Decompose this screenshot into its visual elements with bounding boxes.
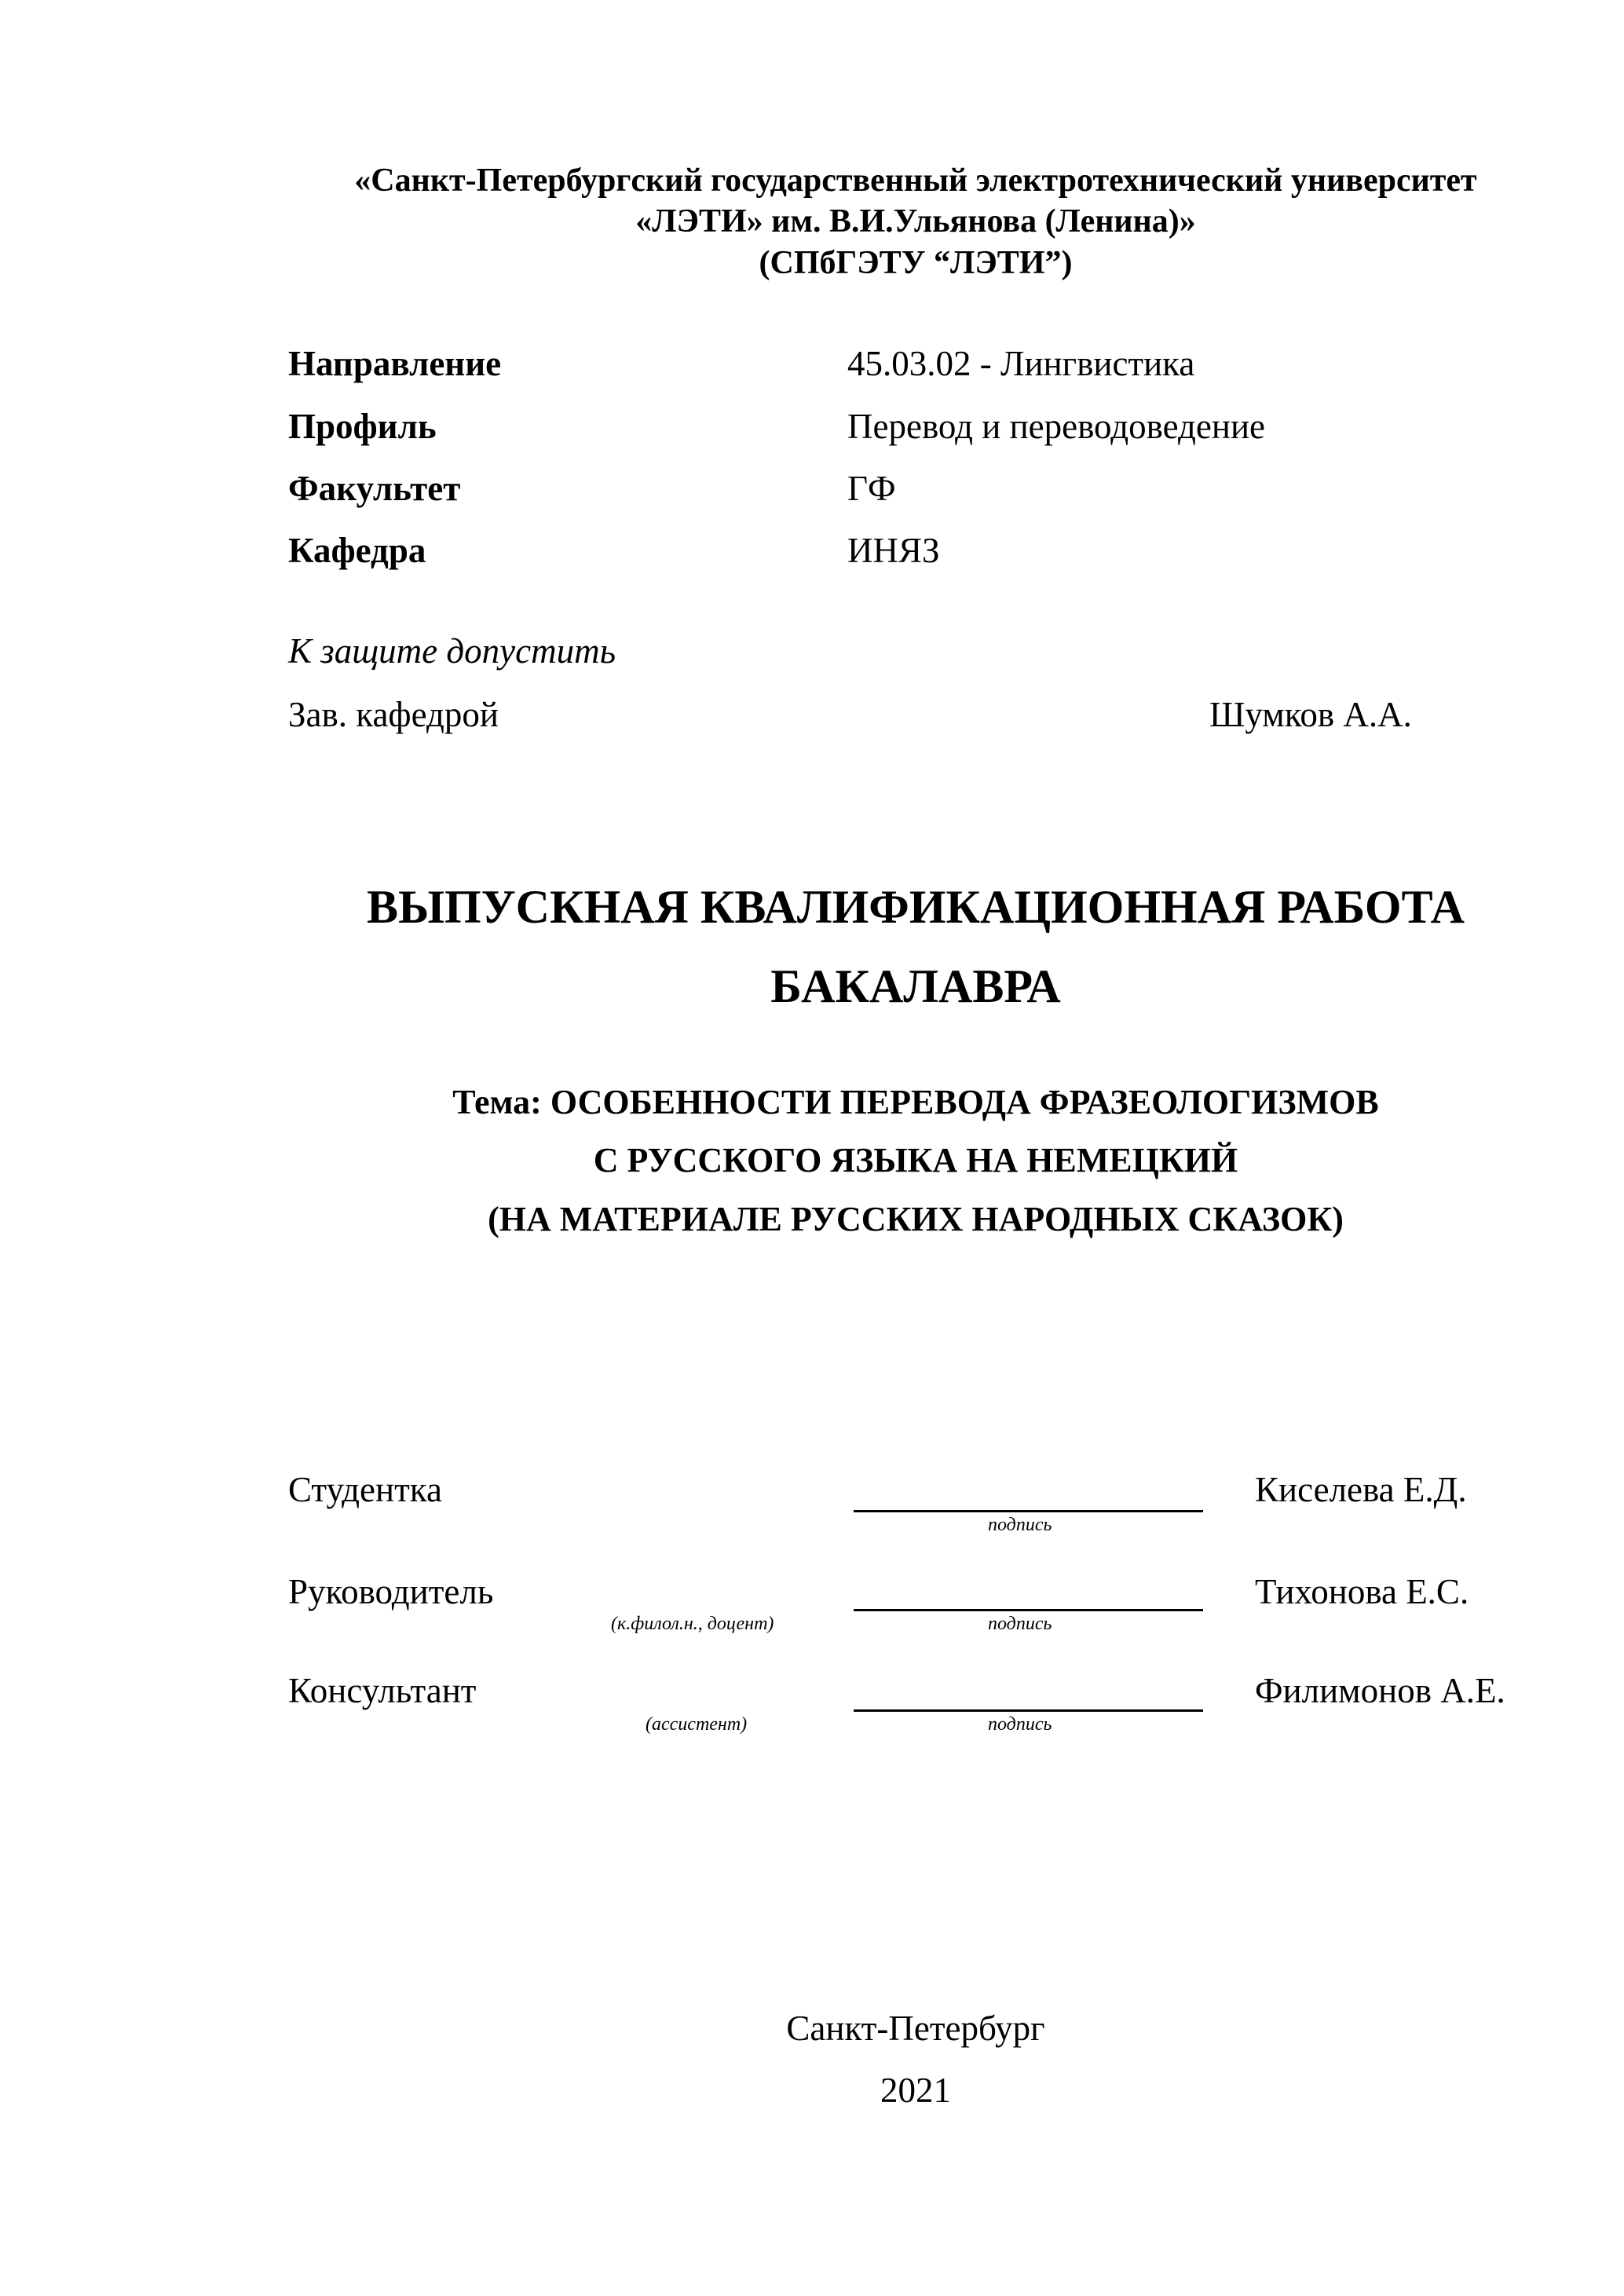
- signature-role-student: Студентка: [288, 1470, 442, 1509]
- header-line-1: «Санкт-Петербургский государственный электротехнический университет: [354, 163, 1477, 199]
- header-line-3: (СПбГЭТУ “ЛЭТИ”): [759, 245, 1073, 281]
- approval-note: К защите допустить: [288, 631, 616, 671]
- signature-qualification-supervisor: (к.филол.н., доцент): [611, 1614, 774, 1634]
- footer-city: Санкт-Петербург: [786, 2009, 1045, 2048]
- signature-name-student: Киселева Е.Д.: [1255, 1470, 1467, 1509]
- footer-year: 2021: [880, 2071, 951, 2110]
- approval-role: Зав. кафедрой: [288, 695, 499, 734]
- theme-line-3: (НА МАТЕРИАЛЕ РУССКИХ НАРОДНЫХ СКАЗОК): [488, 1200, 1344, 1238]
- info-label-profile: Профиль: [288, 407, 437, 446]
- signature-role-consultant: Консультант: [288, 1671, 477, 1710]
- signature-name-consultant: Филимонов А.Е.: [1255, 1671, 1505, 1710]
- signature-line: [854, 1609, 1203, 1611]
- info-value-direction: 45.03.02 - Лингвистика: [847, 344, 1195, 383]
- signature-name-supervisor: Тихонова Е.С.: [1255, 1572, 1469, 1611]
- signature-line: [854, 1709, 1203, 1712]
- signature-caption: подпись: [988, 1714, 1052, 1735]
- theme-line-2: С РУССКОГО ЯЗЫКА НА НЕМЕЦКИЙ: [593, 1141, 1238, 1179]
- info-value-department: ИНЯЗ: [847, 531, 940, 570]
- header-line-2: «ЛЭТИ» им. В.И.Ульянова (Ленина)»: [635, 203, 1196, 239]
- signature-caption: подпись: [988, 1614, 1052, 1634]
- signature-caption: подпись: [988, 1515, 1052, 1535]
- info-label-department: Кафедра: [288, 531, 426, 570]
- title-line-1: ВЫПУСКНАЯ КВАЛИФИКАЦИОННАЯ РАБОТА: [367, 881, 1465, 933]
- info-value-profile: Перевод и переводоведение: [847, 407, 1266, 446]
- title-line-2: БАКАЛАВРА: [770, 960, 1061, 1012]
- signature-qualification-consultant: (ассистент): [646, 1714, 748, 1735]
- info-label-direction: Направление: [288, 344, 502, 383]
- approval-name: Шумков А.А.: [1209, 695, 1412, 734]
- info-value-faculty: ГФ: [847, 469, 896, 508]
- signature-line: [854, 1510, 1203, 1512]
- theme-line-1: Тема: ОСОБЕННОСТИ ПЕРЕВОДА ФРАЗЕОЛОГИЗМОВ: [452, 1083, 1379, 1121]
- info-label-faculty: Факультет: [288, 469, 461, 508]
- signature-role-supervisor: Руководитель: [288, 1572, 494, 1611]
